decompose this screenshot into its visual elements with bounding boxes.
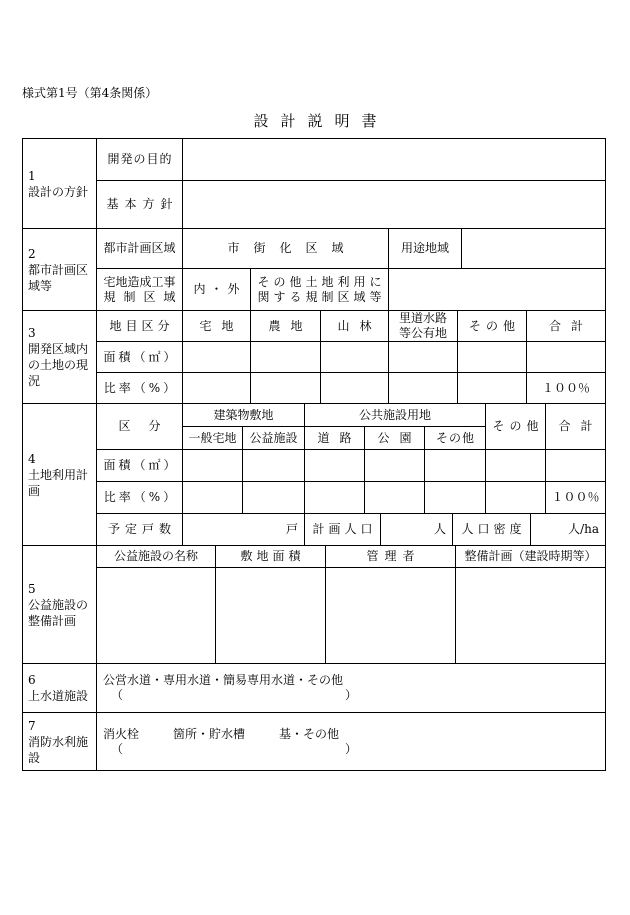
s3-ratio-cell xyxy=(182,372,251,404)
s3-ratio-cell xyxy=(250,372,321,404)
paren-close: ） xyxy=(344,741,357,756)
other-regulation-label xyxy=(250,268,389,311)
purpose-value xyxy=(182,138,606,181)
inside-outside: 内・外 xyxy=(182,268,251,311)
s3-area-cell xyxy=(526,341,606,373)
road-header: 道路 xyxy=(304,426,365,450)
section-6-label xyxy=(22,663,97,713)
s3-area-cell xyxy=(388,341,458,373)
section-7-number: 7 xyxy=(28,718,36,733)
public-facility-land-header: 公共施設用地 xyxy=(304,403,486,427)
section-3-number: 3 xyxy=(28,326,36,340)
other-regulation-line2: 関する規制区域等 xyxy=(257,289,386,304)
s4-ratio-cell xyxy=(242,481,305,514)
s4-category-header: 区分 xyxy=(96,403,183,450)
total-header: 合計 xyxy=(526,310,606,342)
other-header: その他 xyxy=(457,310,527,342)
site-area-cell xyxy=(215,567,326,664)
water-supply-content xyxy=(96,663,606,713)
general-residential-header: 一般宅地 xyxy=(182,426,243,450)
planned-population-label: 計画人口 xyxy=(304,513,381,546)
paren-open: （ xyxy=(111,688,124,702)
paren-open: （ xyxy=(111,741,124,756)
s3-area-label: 面積（㎡） xyxy=(96,341,183,373)
section-1-label xyxy=(22,138,97,229)
population-density-label: 人口密度 xyxy=(452,513,531,546)
land-category-header: 地目区分 xyxy=(96,310,183,342)
water-supply-options: 公営水道・専用水道・簡易専用水道・その他 xyxy=(103,673,344,687)
section-6-title: 上水道施設 xyxy=(28,689,89,703)
s4-area-cell xyxy=(182,449,243,482)
s4-ratio-total: １００％ xyxy=(545,481,606,514)
s4-other-header: その他 xyxy=(485,403,546,450)
section-1-number: 1 xyxy=(28,168,36,183)
section-4-title: 土地利用計画 xyxy=(28,467,89,498)
facility-name-header: 公益施設の名称 xyxy=(96,545,216,568)
city-planning-area-value: 市街化区域 xyxy=(182,228,389,269)
s4-area-cell xyxy=(545,449,606,482)
section-7-label xyxy=(22,712,97,771)
grading-zone-line2: 規制区域 xyxy=(103,289,184,304)
s4-area-cell xyxy=(304,449,365,482)
s3-ratio-cell xyxy=(457,372,527,404)
form-number: 様式第1号（第4条関係） xyxy=(22,86,158,100)
s4-ratio-label: 比率（%） xyxy=(96,481,183,514)
other-regulation-value xyxy=(388,268,606,311)
s4-area-label: 面積（㎡） xyxy=(96,449,183,482)
section-1-title: 設計の方針 xyxy=(28,184,89,199)
grading-zone-label xyxy=(96,268,183,311)
s4-ratio-cell xyxy=(424,481,486,514)
s3-ratio-cell xyxy=(320,372,389,404)
section-2-number: 2 xyxy=(28,246,36,261)
building-site-header: 建築物敷地 xyxy=(182,403,305,427)
residential-header: 宅地 xyxy=(182,310,251,342)
farmland-header: 農地 xyxy=(250,310,321,342)
section-5-label xyxy=(22,545,97,664)
policy-label: 基本方針 xyxy=(96,180,183,229)
hydrant-text: 消火栓 xyxy=(103,726,140,741)
s4-area-cell xyxy=(485,449,546,482)
manager-cell xyxy=(325,567,456,664)
s4-ratio-cell xyxy=(304,481,365,514)
other-regulation-line1: その他土地利用に xyxy=(257,274,386,289)
site-area-header: 敷地面積 xyxy=(215,545,326,568)
grading-zone-line1: 宅地造成工事 xyxy=(103,274,176,289)
section-7-title: 消防水利施設 xyxy=(28,734,89,765)
s3-area-cell xyxy=(250,341,321,373)
s3-area-cell xyxy=(320,341,389,373)
section-3-title: 開発区域内の土地の現況 xyxy=(28,342,89,388)
s3-ratio-cell xyxy=(388,372,458,404)
hydrant-unit-cistern-text: 箇所・貯水槽 xyxy=(173,726,246,741)
maintenance-plan-header: 整備計画（建設時期等） xyxy=(455,545,606,568)
s4-area-cell xyxy=(424,449,486,482)
s4-area-cell xyxy=(242,449,305,482)
fire-water-items xyxy=(103,727,339,742)
s4-ratio-cell xyxy=(364,481,425,514)
city-planning-area-label: 都市計画区域 xyxy=(96,228,183,269)
public-land-header xyxy=(388,310,458,342)
section-6-number: 6 xyxy=(28,673,36,687)
section-5-number: 5 xyxy=(28,581,36,596)
section-4-label xyxy=(22,403,97,546)
planned-population-value: 人 xyxy=(380,513,453,546)
policy-value xyxy=(182,180,606,229)
planned-households-label: 予定戸数 xyxy=(96,513,183,546)
section-4-number: 4 xyxy=(28,451,36,466)
s3-area-cell xyxy=(457,341,527,373)
s3-area-cell xyxy=(182,341,251,373)
s4-total-header: 合計 xyxy=(545,403,606,450)
section-2-title: 都市計画区域等 xyxy=(28,262,89,293)
public-facility-header: 公益施設 xyxy=(242,426,305,450)
page-title: 設計説明書 xyxy=(253,112,389,130)
park-header: 公園 xyxy=(364,426,425,450)
fire-water-content xyxy=(96,712,606,771)
public-other-header: その他 xyxy=(424,426,486,450)
use-district-label: 用途地域 xyxy=(388,228,462,269)
fire-water-paren xyxy=(111,742,357,757)
facility-name-cell xyxy=(96,567,216,664)
paren-close: ） xyxy=(344,688,357,702)
water-supply-paren xyxy=(111,688,357,703)
public-land-line2: 等公有地 xyxy=(398,326,447,340)
cistern-unit-other-text: 基・その他 xyxy=(279,726,340,741)
s3-ratio-total: １００％ xyxy=(526,372,606,404)
s3-ratio-label: 比率（%） xyxy=(96,372,183,404)
purpose-label: 開発の目的 xyxy=(96,138,183,181)
population-density-value: 人/ha xyxy=(530,513,606,546)
public-land-line1: 里道水路 xyxy=(398,311,447,325)
use-district-value xyxy=(461,228,606,269)
forest-header: 山林 xyxy=(320,310,389,342)
planned-households-value: 戸 xyxy=(182,513,305,546)
section-2-label xyxy=(22,228,97,311)
s4-ratio-cell xyxy=(182,481,243,514)
manager-header: 管理者 xyxy=(325,545,456,568)
s4-ratio-cell xyxy=(485,481,546,514)
section-5-title: 公益施設の整備計画 xyxy=(28,597,89,628)
maintenance-plan-cell xyxy=(455,567,606,664)
s4-area-cell xyxy=(364,449,425,482)
section-3-label xyxy=(22,310,97,404)
